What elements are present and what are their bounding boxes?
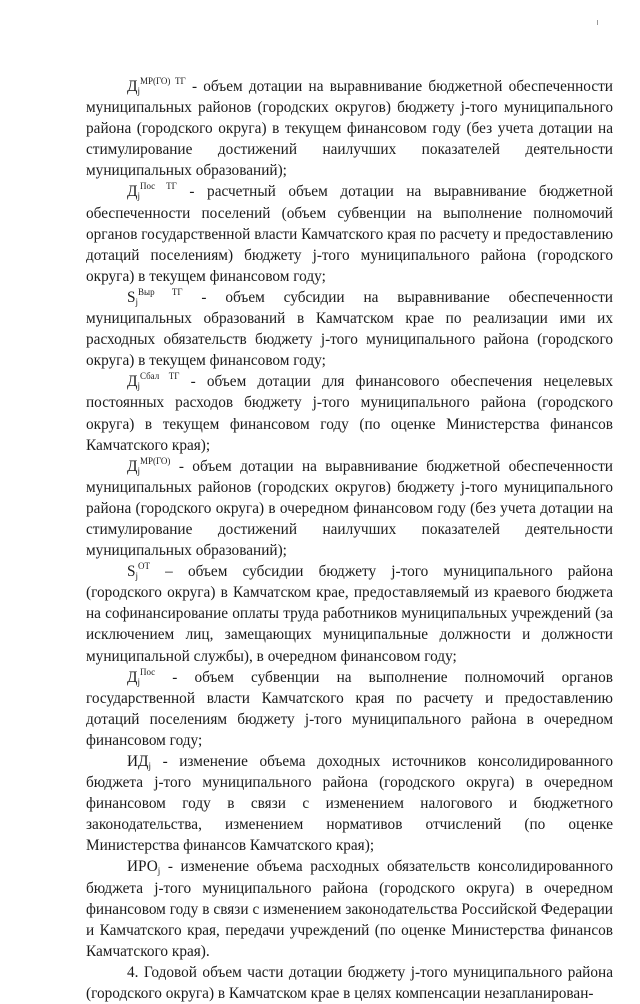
scan-mark [597, 20, 598, 25]
section-text: 4. Годовой объем части дотации бюджету j-того муниципального района (городского округа) в Камчатском крае в целях компенсации незапланирован- [86, 963, 613, 1003]
formula-symbol: $S_j^{ОТ}$ [127, 561, 151, 582]
definition-paragraph [86, 561, 613, 666]
formula-symbol: $Д_j^{Пос}$ [127, 666, 156, 687]
definition-paragraph [86, 667, 613, 751]
definition-paragraph [86, 456, 613, 561]
formula-symbol: $Д_j^{МР(ГО) ТГ}$ [127, 76, 186, 96]
document-body [86, 76, 613, 1004]
definition-paragraph [86, 371, 613, 455]
formula-symbol: $S_j^{Выр ТГ}$ [127, 286, 183, 307]
definition-text: - объем субвенции на выполнение полномочий органов государственной власти Камчатского края по расчету и предоставлению дотаций поселениям бюджету j-того муниципального района в очередном финансовом году; [86, 668, 613, 749]
definition-text: - расчетный объем дотации на выравнивание бюджетной обеспеченности поселений (объем субвенции на выполнение полномочий органов государственной власти Камчатского края по расчету и предоставлению дотаций поселениям) бюджету j-того муниципального района (городского округа) в текущем финансовом году; [86, 183, 614, 285]
formula-symbol: $Д_j^{Сбал ТГ}$ [127, 371, 180, 392]
definition-text: - объем субсидии на выравнивание обеспеченности муниципальных образований в Камчатском крае по реализации ими их расходных обязательств бюджету j-того муниципального района (городского округа) в текущем финансовом году; [86, 288, 613, 370]
definition-paragraph [86, 287, 613, 371]
definition-text: - объем дотации на выравнивание бюджетной обеспеченности муниципальных районов (городских округов) бюджету j-того муниципального района (городского округа) в текущем финансовом году (без учета дотации на стимулирование достижений наилучших показателей деятельности муниципальных образований); [86, 78, 613, 180]
section-paragraph [86, 962, 613, 1004]
definition-paragraph [86, 856, 613, 961]
definition-paragraph [86, 181, 613, 286]
definition-paragraph [86, 751, 613, 856]
formula-symbol: $Д_j^{МР(ГО)}$ [127, 455, 171, 476]
definition-text: - изменение объема расходных обязательств консолидированного бюджета j-того муниципального района (городского округа) в очередном финансовом году в связи с изменением законодательства Российской Федерации и Камчатского края, передачи учреждений (по оценке Министерства финансов Камчатского края). [86, 858, 613, 960]
definition-text: - объем дотации на выравнивание бюджетной обеспеченности муниципальных районов (городских округов) бюджету j-того муниципального района (городского округа) в очередном финансовом году (без учета дотации на стимулирование достижений наилучших показателей деятельности муниципальных образований); [86, 457, 613, 560]
definition-paragraph [86, 76, 613, 181]
formula-symbol: $ИД_j$ [127, 753, 151, 771]
definition-text: – объем субсидии бюджету j-того муниципального района (городского округа) в Камчатском крае, предоставляемый из краевого бюджета на софинансирование оплаты труда работников муниципальных учреждений (за исключением лиц, замещающих муниципальные должности и должности муниципальной службы), в очередном финансовом году; [86, 563, 613, 665]
formula-symbol: $Д_j^{Пос ТГ}$ [127, 181, 177, 202]
definition-text: - изменение объема доходных источников консолидированного бюджета j-того муниципального района (городского округа) в очередном финансовом году в связи с изменением налогового и бюджетного законодательства, изменением нормативов отчислений (по оценке Министерства финансов Камчатского края); [86, 753, 613, 855]
definition-text: - объем дотации для финансового обеспечения нецелевых постоянных расходов бюджету j-того муниципального района (городского округа) в текущем финансовом году (по оценке Министерства финансов Камчатского края); [86, 373, 613, 454]
formula-symbol: $ИРО_j$ [127, 858, 161, 877]
